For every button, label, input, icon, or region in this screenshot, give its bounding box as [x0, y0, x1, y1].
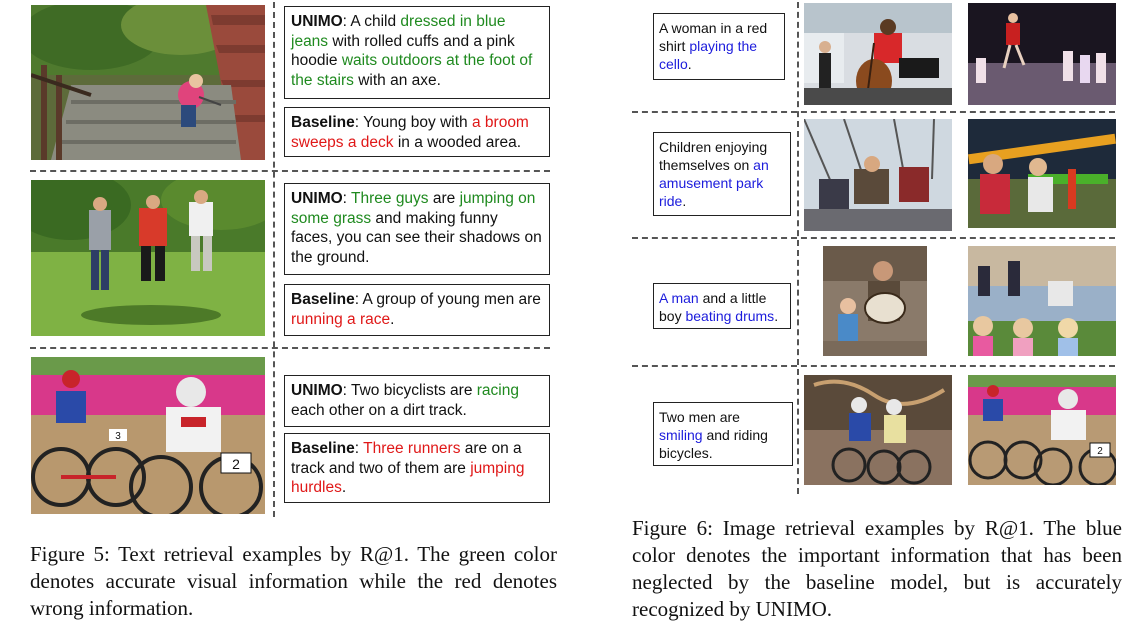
photo-amusement-unimo: [804, 119, 952, 231]
figure5-vertical-divider: [273, 2, 275, 517]
caption-segment: are: [428, 190, 460, 207]
figure5-caption: Figure 5: Text retrieval examples by R@1. The green color denotes accurate visual information while the red denotes wrong information.: [30, 542, 557, 620]
caption-segment: Baseline: [291, 440, 355, 457]
caption-segment: .: [682, 193, 687, 209]
caption-segment: .: [341, 479, 347, 496]
caption-segment: UNIMO: [291, 190, 343, 207]
caption-segment: and riding bicycles.: [659, 427, 768, 461]
caption-segment: waits outdoors at the foot of the stairs: [291, 52, 533, 89]
caption-segment: Baseline: [291, 291, 355, 308]
unimo-caption-1: [284, 6, 550, 99]
caption-segment: UNIMO: [291, 13, 343, 30]
figure5-divider-2: [30, 347, 550, 349]
caption-segment: are on a track and two of them are: [291, 440, 522, 477]
query-box-1: [653, 13, 785, 80]
photo-bicycles-baseline: [968, 375, 1116, 485]
photo-drums-baseline: [968, 246, 1116, 356]
caption-segment: Baseline: [291, 114, 355, 131]
photo-bicyclists: [31, 357, 265, 514]
baseline-caption-2: [284, 284, 550, 336]
caption-segment: dressed in blue jeans: [291, 13, 506, 50]
caption-segment: Children enjoying themselves on: [659, 139, 768, 173]
caption-segment: : Two bicyclists are: [342, 382, 477, 399]
photo-three-guys-jumping: [31, 180, 265, 336]
photo-child-stairs: [31, 5, 265, 160]
baseline-caption-1: [284, 107, 550, 157]
caption-segment: with rolled cuffs and a pink hoodie: [291, 32, 515, 69]
caption-segment: A man: [659, 290, 699, 306]
unimo-caption-3: [284, 375, 550, 427]
caption-segment: playing the cello: [659, 38, 758, 72]
photo-cello-unimo: [804, 3, 952, 105]
baseline-caption-3: [284, 433, 550, 503]
figure5-divider-1: [30, 170, 550, 172]
caption-segment: a broom sweeps a deck: [291, 114, 529, 151]
caption-segment: each other on a dirt track.: [291, 401, 467, 419]
caption-segment: :: [354, 440, 364, 457]
caption-segment: : A child: [342, 13, 401, 30]
photo-amusement-baseline: [968, 119, 1116, 228]
caption-segment: : A group of young men are: [354, 291, 541, 308]
caption-segment: :: [342, 190, 352, 207]
figure6-divider-1: [632, 111, 1115, 113]
photo-drums-unimo: [823, 246, 927, 356]
caption-segment: Three guys: [351, 190, 429, 207]
query-box-3: [653, 283, 791, 329]
caption-segment: smiling: [659, 427, 703, 443]
figure6-vertical-divider: [797, 2, 799, 494]
query-box-2: [653, 132, 791, 216]
caption-segment: A woman in a red shirt: [659, 20, 768, 54]
caption-segment: .: [774, 308, 779, 324]
caption-segment: and a little boy: [659, 290, 767, 324]
figure6-caption: Figure 6: Image retrieval examples by R@1. The blue color denotes the important information that has been neglected by the baseline model, but is accurately recognized by UNIMO.: [632, 516, 1122, 621]
query-box-4: [653, 402, 793, 466]
caption-segment: : Young boy with: [354, 114, 472, 131]
caption-segment: .: [687, 56, 692, 72]
caption-segment: UNIMO: [291, 382, 343, 399]
caption-segment: racing: [476, 382, 519, 399]
svg-text:3: 3: [115, 431, 121, 442]
caption-segment: beating drums: [685, 308, 775, 324]
figure6-divider-3: [632, 365, 1115, 367]
caption-segment: Three runners: [363, 440, 461, 457]
caption-segment: .: [390, 310, 395, 328]
caption-segment: jumping hurdles: [291, 459, 525, 496]
svg-text:2: 2: [232, 456, 240, 472]
figure6-divider-2: [632, 237, 1115, 239]
caption-segment: Two men are: [659, 409, 740, 425]
caption-segment: and making funny faces, you can see their shadows on the ground.: [291, 209, 542, 266]
photo-bicycles-unimo: [804, 375, 952, 485]
unimo-caption-2: [284, 183, 550, 275]
caption-segment: with an axe.: [353, 71, 441, 89]
caption-segment: jumping on some grass: [291, 190, 536, 227]
svg-text:2: 2: [1097, 446, 1103, 457]
caption-segment: in a wooded area.: [393, 133, 522, 151]
photo-cello-baseline: [968, 3, 1116, 105]
caption-segment: running a race: [291, 310, 391, 328]
caption-segment: an amusement park ride: [659, 157, 769, 209]
